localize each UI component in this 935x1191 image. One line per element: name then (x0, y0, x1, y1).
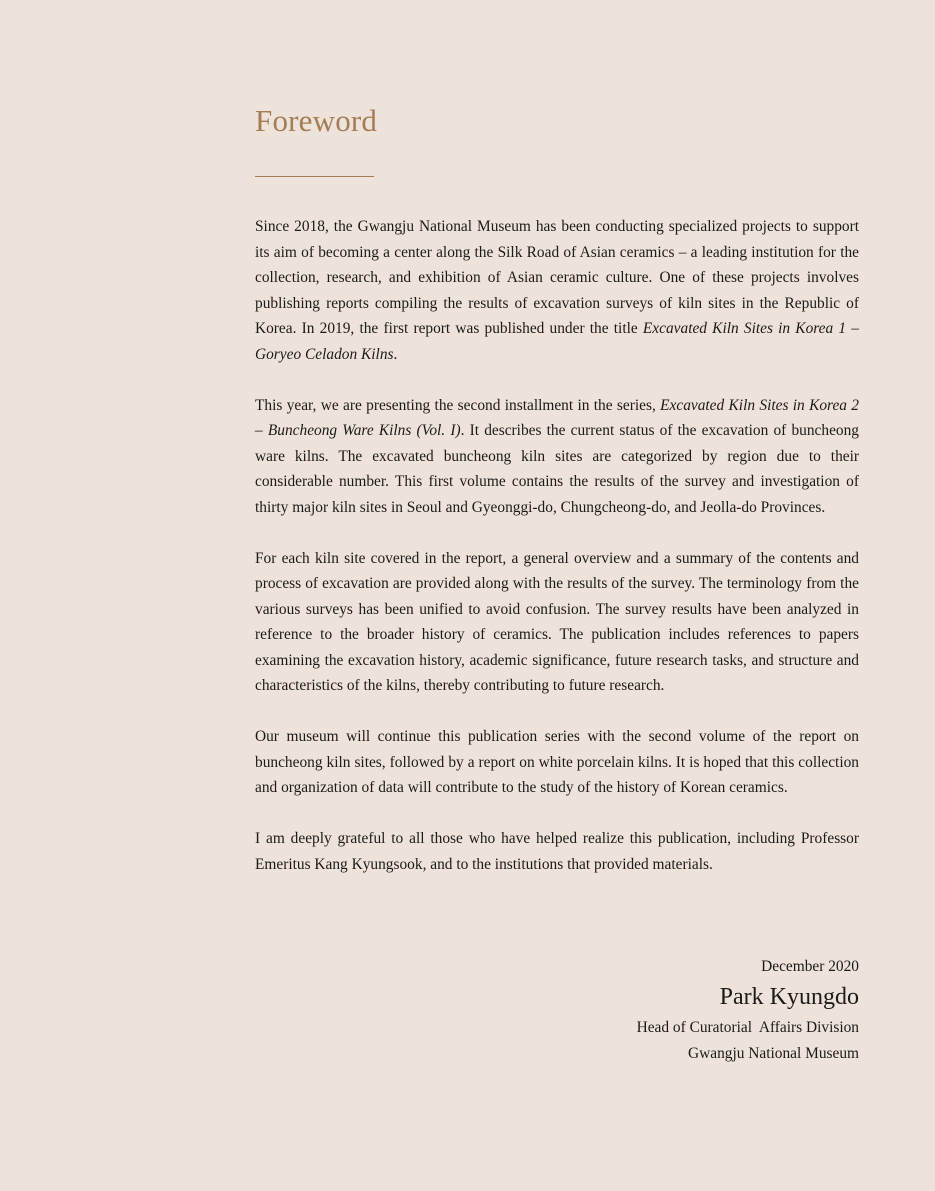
title-divider (255, 176, 374, 177)
publication-title: Excavated Kiln Sites in Korea 1 – Goryeo Celadon Kilns (255, 320, 859, 363)
foreword-body (255, 214, 859, 903)
paragraph-2 (255, 393, 859, 521)
signature-organization: Gwangju National Museum (688, 1045, 859, 1062)
paragraph-4: Our museum will continue this publication series with the second volume of the report on buncheong kiln sites, followed by a report on white porcelain kilns. It is hoped that this collection and organization of data will contribute to the study of the history of Korean ceramics. (255, 728, 859, 796)
paragraph-text: . (393, 345, 398, 363)
paragraph-text: This year, we are presenting the second installment in the series, (255, 396, 661, 414)
signature-date: December 2020 (761, 958, 859, 975)
signature-name: Park Kyungdo (719, 984, 859, 1010)
signature-title: Head of Curatorial Affairs Division (636, 1019, 859, 1036)
paragraph-3: For each kiln site covered in the report, a general overview and a summary of the contents and process of excavation are provided along with the results of the survey. The terminology from the various surveys has been unified to avoid confusion. The survey results have been analyzed in reference to the broader history of ceramics. The publication includes references to papers examining the excavation history, academic significance, future research tasks, and structure and characteristics of the kilns, thereby contributing to future research. (255, 549, 859, 694)
publication-title: Excavated Kiln Sites in Korea 2 – Buncheong Ware Kilns (Vol. I) (255, 396, 860, 439)
signature-block (637, 954, 859, 1067)
paragraph-5: I am deeply grateful to all those who have helped realize this publication, including Professor Emeritus Kang Kyungsook, and to the institutions that provided materials. (255, 830, 859, 873)
paragraph-text: . It describes the current status of the excavation of buncheong ware kilns. The excavated buncheong kiln sites are categorized by region due to their considerable number. This first volume contains the results of the survey and investigation of thirty major kiln sites in Seoul and Gyeonggi-do, Chungcheong-do, and Jeolla-do Provinces. (255, 422, 859, 516)
paragraph-text: Since 2018, the Gwangju National Museum has been conducting specialized projects to support its aim of becoming a center along the Silk Road of Asian ceramics – a leading institution for the collection, research, and exhibition of Asian ceramic culture. One of these projects involves publishing reports compiling the results of excavation surveys of kiln sites in the Republic of Korea. In 2019, the first report was published under the title (255, 218, 859, 337)
page-title: Foreword (255, 103, 378, 138)
paragraph-1 (255, 214, 859, 367)
